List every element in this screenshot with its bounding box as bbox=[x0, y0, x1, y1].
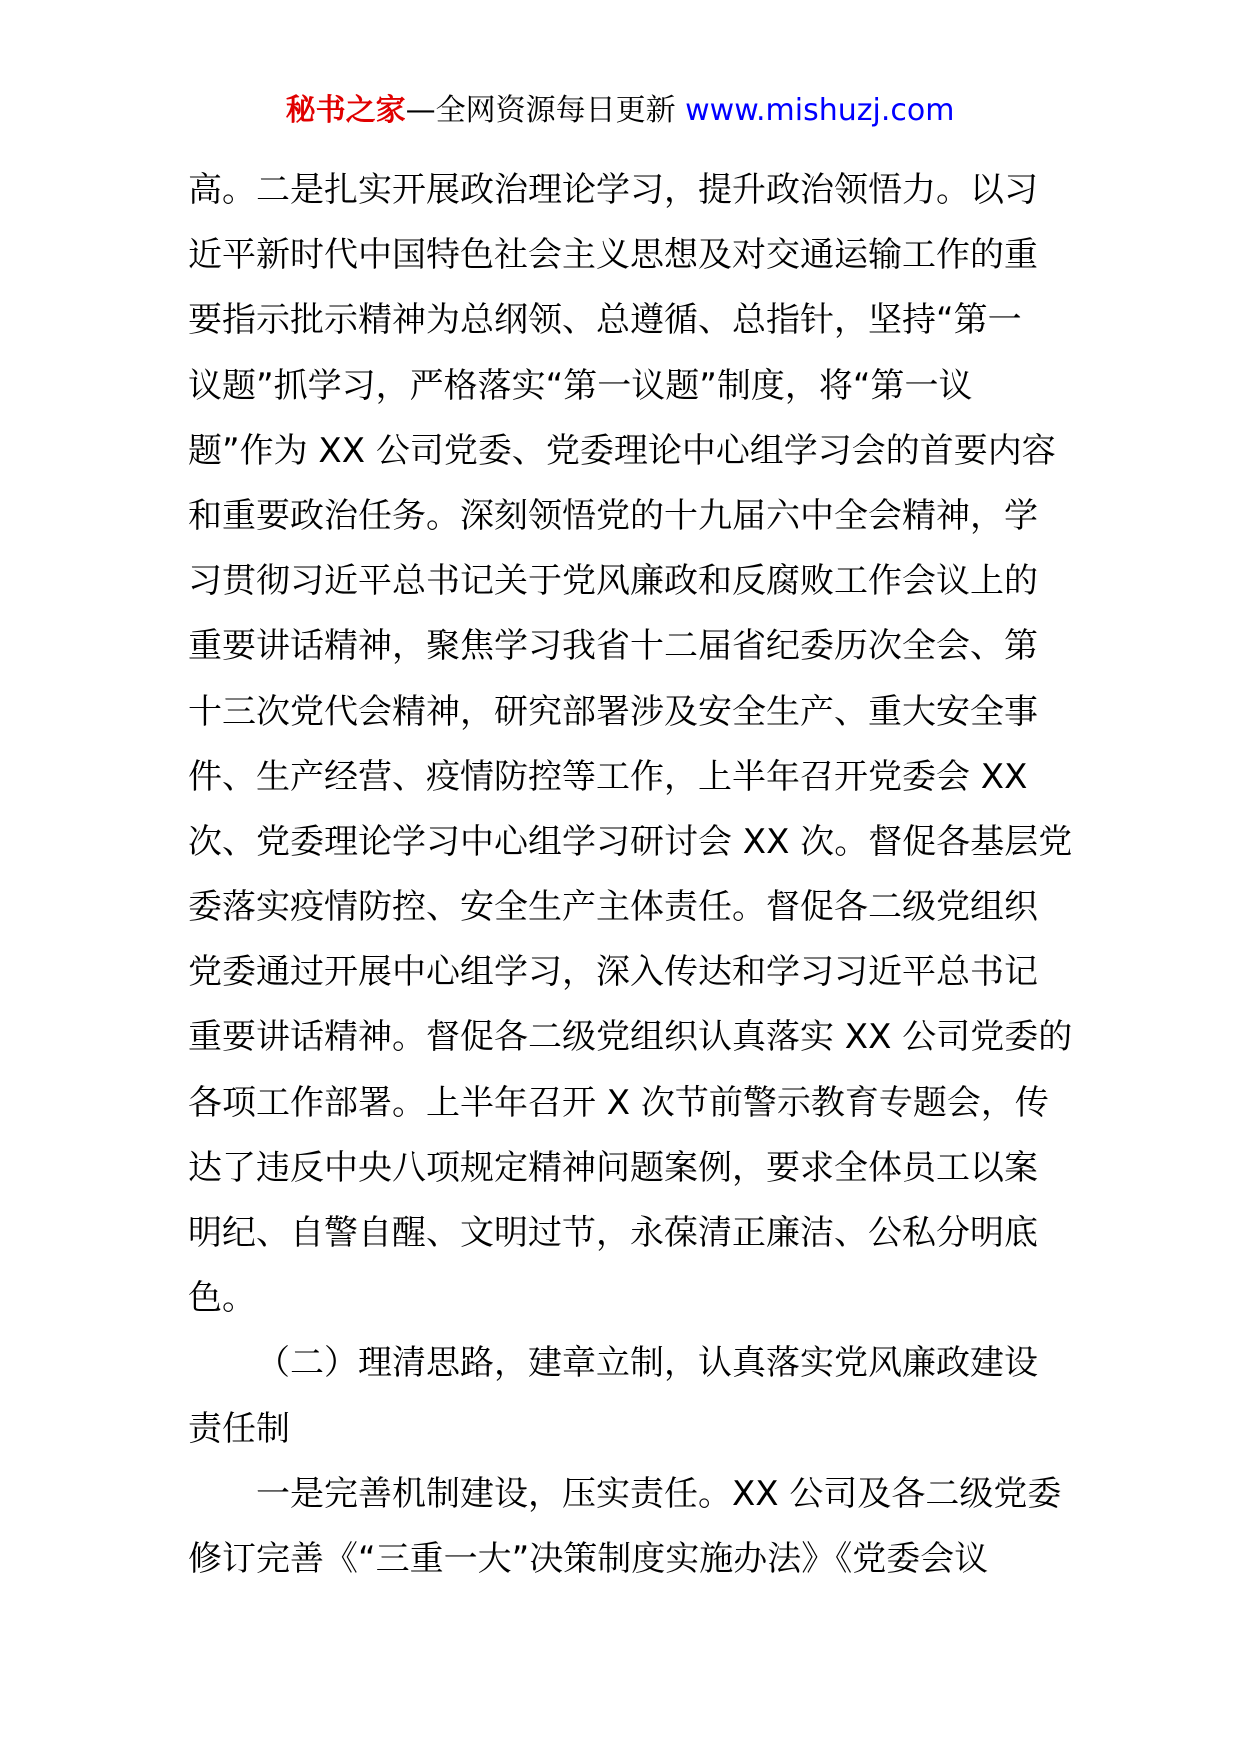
body-line: 近平新时代中国特色社会主义思想及对交通运输工作的重 bbox=[188, 235, 1038, 276]
body-line: 重要讲话精神。督促各二级党组织认真落实 XX 公司党委的 bbox=[188, 1017, 1073, 1058]
brand-name: 秘书之家 bbox=[285, 93, 406, 128]
body-line: 题”作为 XX 公司党委、党委理论中心组学习会的首要内容 bbox=[188, 430, 1056, 471]
body-line: 高。二是扎实开展政治理论学习，提升政治领悟力。以习 bbox=[188, 170, 1038, 210]
body-line: 习贯彻习近平总书记关于党风廉政和反腐败工作会议上的 bbox=[188, 561, 1038, 602]
body-line: 党委通过开展中心组学习，深入传达和学习习近平总书记 bbox=[188, 952, 1038, 993]
document-body bbox=[188, 158, 1073, 1592]
body-line: 色。 bbox=[188, 1278, 256, 1319]
body-line: 要指示批示精神为总纲领、总遵循、总指针，坚持“第一 bbox=[188, 300, 1022, 341]
body-line: 修订完善《“三重一大”决策制度实施办法》《党委会议 bbox=[188, 1538, 989, 1579]
body-line: 件、生产经营、疫情防控等工作，上半年召开党委会 XX bbox=[188, 756, 1028, 797]
section-heading-continued: 责任制 bbox=[188, 1408, 290, 1449]
site-url-link[interactable]: www.mishuzj.com bbox=[685, 93, 955, 128]
body-line: 议题”抓学习，严格落实“第一议题”制度，将“第一议 bbox=[188, 365, 973, 406]
header-tagline: —全网资源每日更新 bbox=[405, 93, 676, 128]
body-line: 达了违反中央八项规定精神问题案例，要求全体员工以案 bbox=[188, 1147, 1038, 1188]
body-line: 一是完善机制建设，压实责任。XX 公司及各二级党委 bbox=[256, 1473, 1062, 1514]
body-line: 明纪、自警自醒、文明过节，永葆清正廉洁、公私分明底 bbox=[188, 1213, 1038, 1253]
body-line: 十三次党代会精神，研究部署涉及安全生产、重大安全事 bbox=[188, 691, 1038, 732]
body-line: 重要讲话精神，聚焦学习我省十二届省纪委历次全会、第 bbox=[188, 626, 1038, 667]
section-heading: （二）理清思路，建章立制，认真落实党风廉政建设 bbox=[256, 1343, 1038, 1384]
body-line: 委落实疫情防控、安全生产主体责任。督促各二级党组织 bbox=[188, 887, 1038, 928]
body-line: 各项工作部署。上半年召开 X 次节前警示教育专题会，传 bbox=[188, 1082, 1049, 1123]
body-line: 次、党委理论学习中心组学习研讨会 XX 次。督促各基层党 bbox=[188, 821, 1073, 862]
body-line: 和重要政治任务。深刻领悟党的十九届六中全会精神，学 bbox=[188, 495, 1038, 536]
site-header bbox=[0, 88, 1240, 134]
